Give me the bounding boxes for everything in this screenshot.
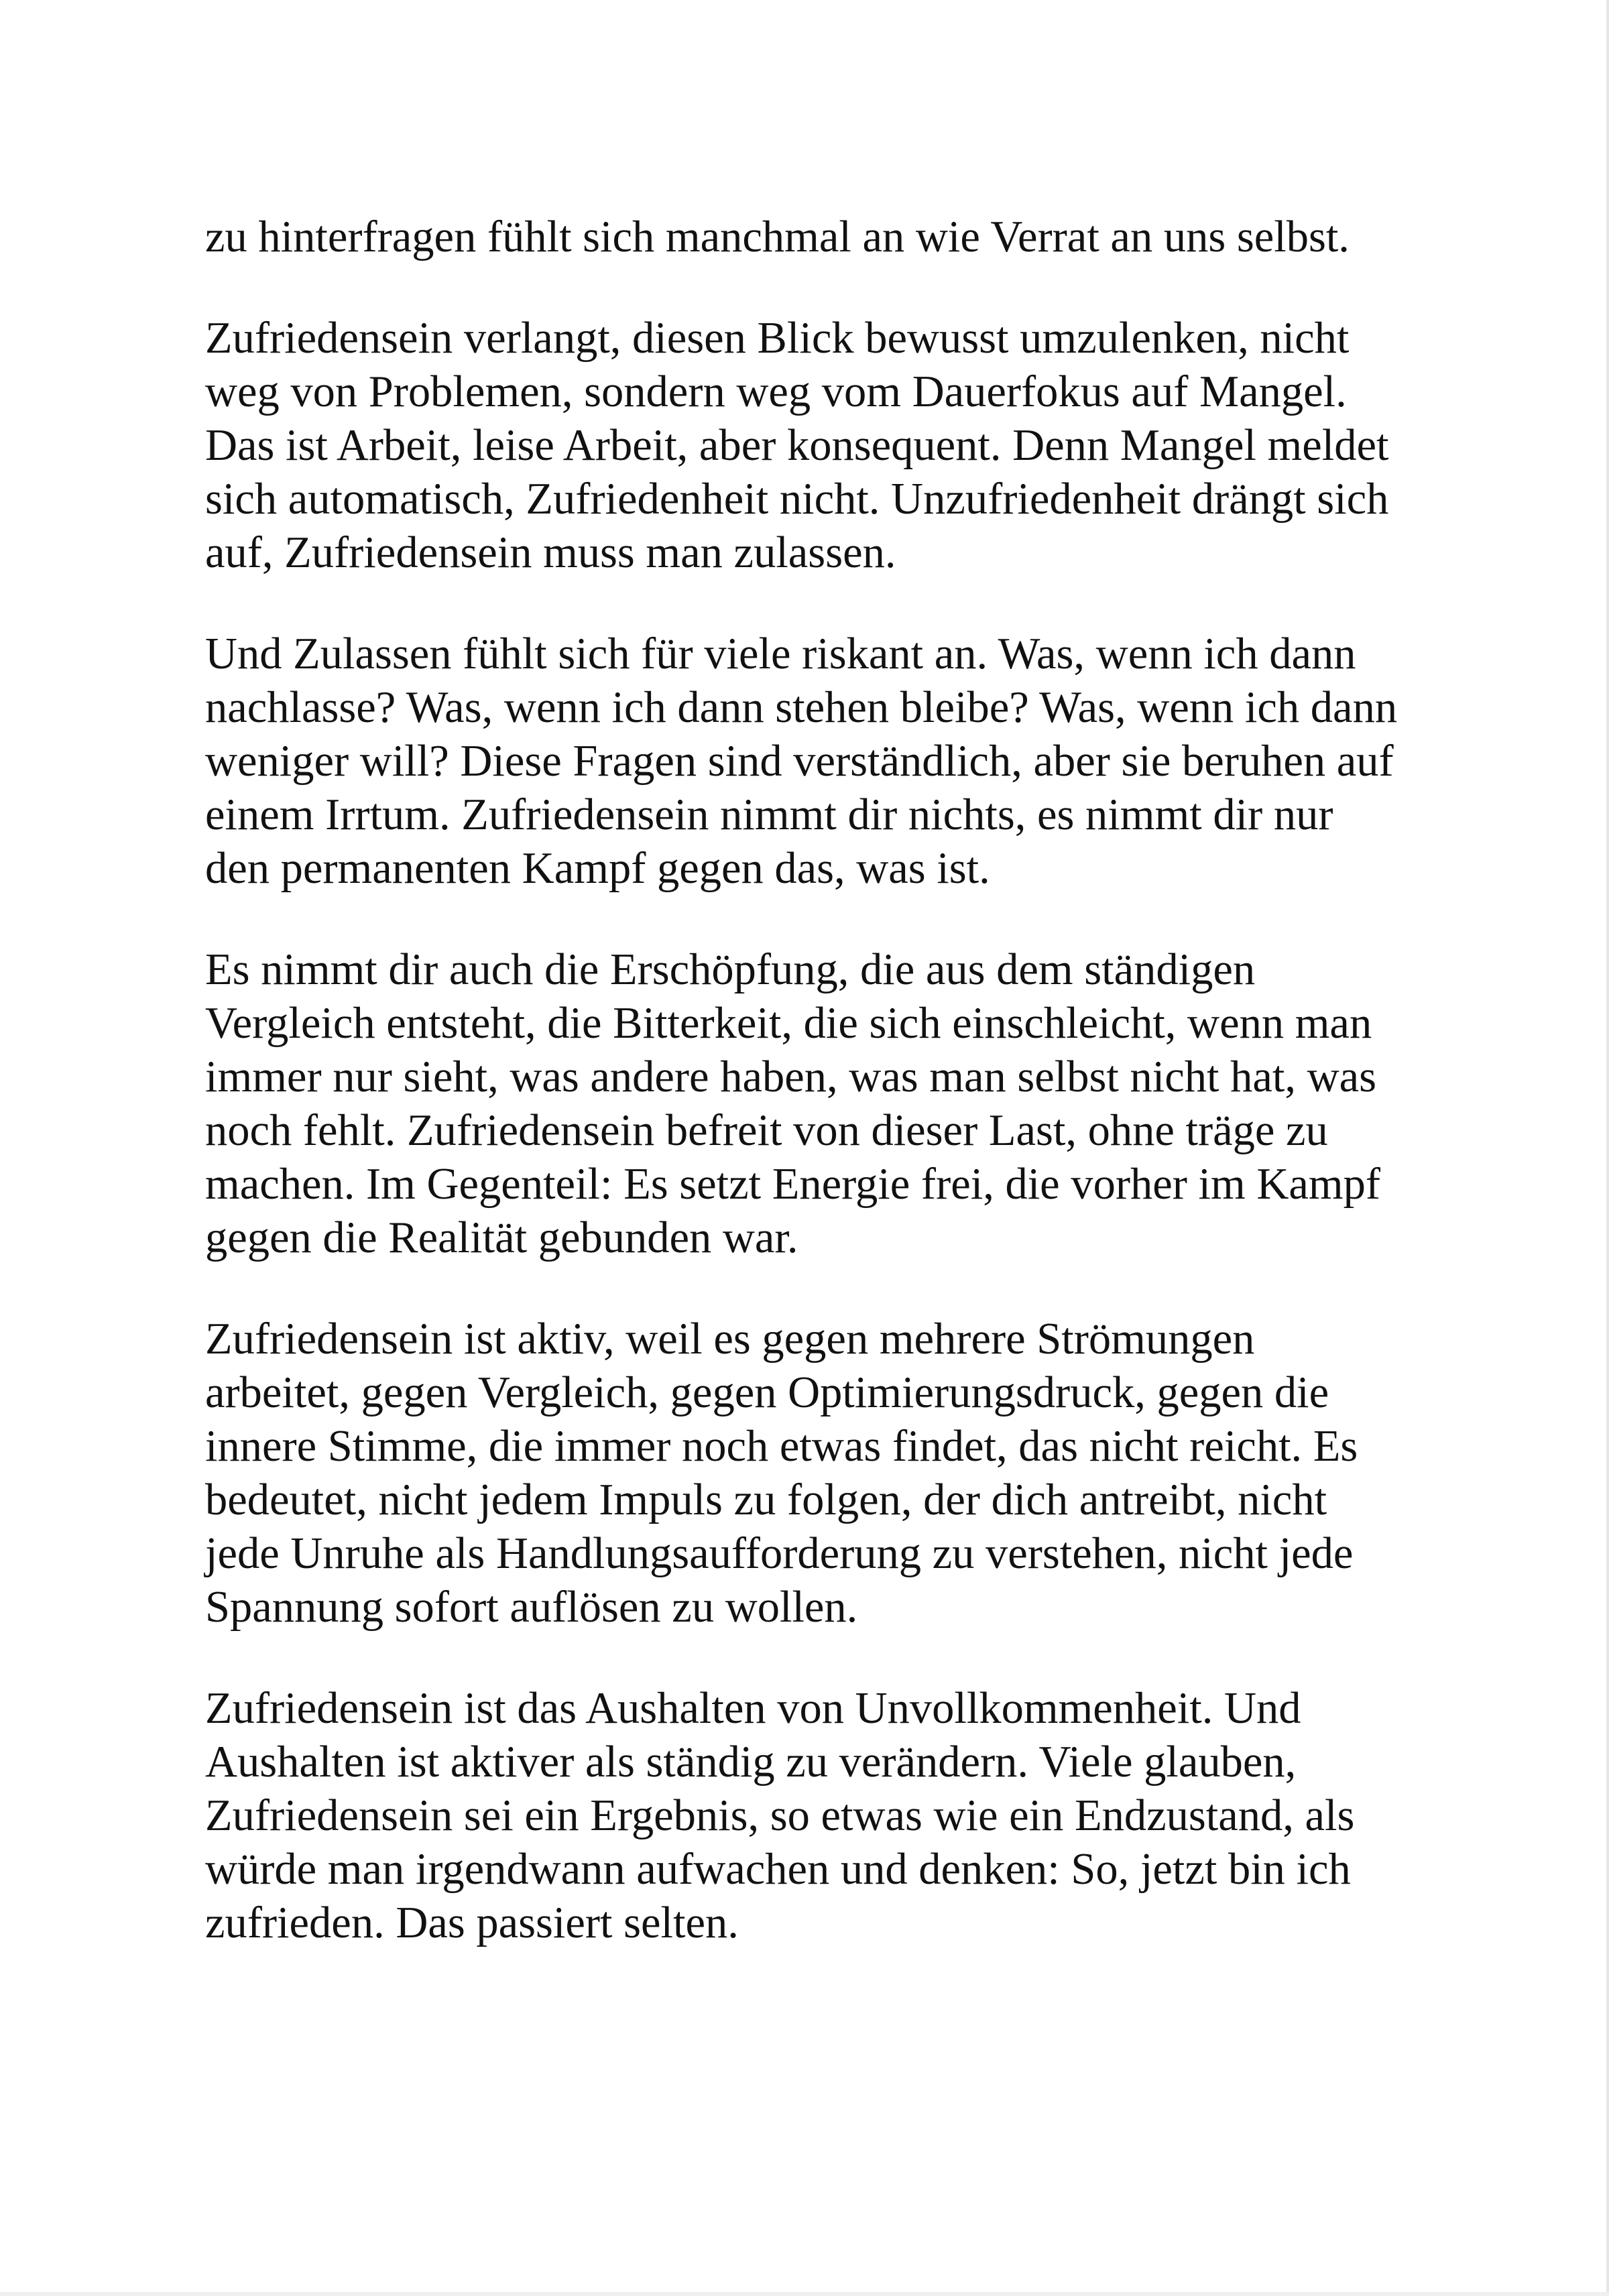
paragraph: Zufriedensein ist das Aushalten von Unvollkommenheit. Und Aushalten ist aktiver als ständig zu verändern. Viele glauben, Zufriedensein sei ein Ergebnis, so etwas wie ein Endzustand, als würde man irgendwann aufwachen und denken: So, jetzt bin ich zufrieden. Das passiert selten. xyxy=(205,1684,1355,1947)
page-edge xyxy=(0,2292,1609,2296)
paragraph: zu hinterfragen fühlt sich manchmal an wie Verrat an uns selbst. xyxy=(205,213,1350,261)
paragraph: Es nimmt dir auch die Erschöpfung, die aus dem ständigen Vergleich entsteht, die Bitterkeit, die sich einschleicht, wenn man immer nur sieht, was andere haben, was man selbst nicht hat, was noch fehlt. Zufriedensein befreit von dieser Last, ohne träge zu machen. Im Gegenteil: Es setzt Energie frei, die vorher im Kampf gegen die Realität gebunden war. xyxy=(205,945,1380,1262)
paragraph: Zufriedensein verlangt, diesen Blick bewusst umzulenken, nicht weg von Problemen, sondern weg vom Dauerfokus auf Mangel. Das ist Arbeit, leise Arbeit, aber konsequent. Denn Mangel meldet sich automatisch, Zufriedenheit nicht. Unzufriedenheit drängt sich auf, Zufriedensein muss man zulassen. xyxy=(205,314,1389,577)
paragraph: Zufriedensein ist aktiv, weil es gegen mehrere Strömungen arbeitet, gegen Vergleich, gegen Optimierungsdruck, gegen die innere Stimme, die immer noch etwas findet, das nicht reicht. Es bedeutet, nicht jedem Impuls zu folgen, der dich antreibt, nicht jede Unruhe als Handlungsaufforderung zu verstehen, nicht jede Spannung sofort auflösen zu wollen. xyxy=(205,1315,1358,1632)
body-text xyxy=(205,210,1405,1950)
paragraph: Und Zulassen fühlt sich für viele riskant an. Was, wenn ich dann nachlasse? Was, wenn ich dann stehen bleibe? Was, wenn ich dann weniger will? Diese Fragen sind verständlich, aber sie beruhen auf einem Irrtum. Zufriedensein nimmt dir nichts, es nimmt dir nur den permanenten Kampf gegen das, was ist. xyxy=(205,629,1398,893)
